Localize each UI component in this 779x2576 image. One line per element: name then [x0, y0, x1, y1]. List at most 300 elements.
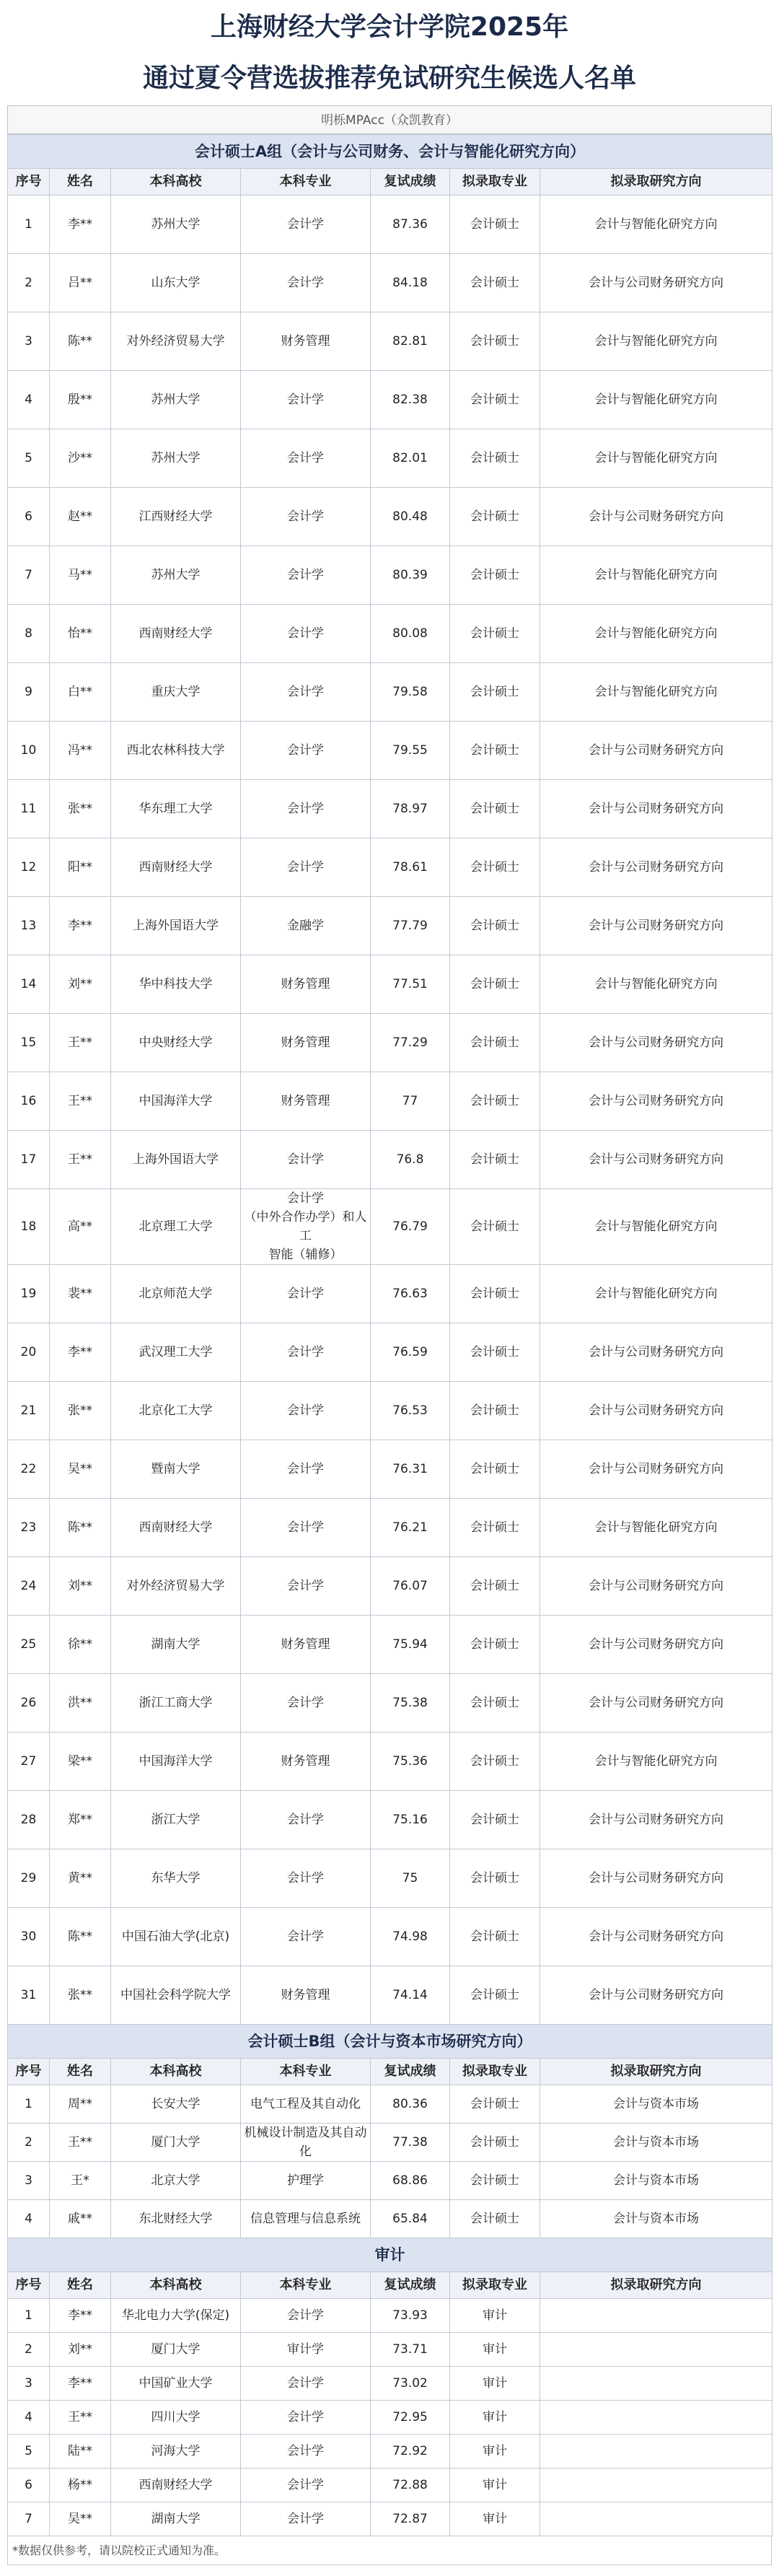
cell-name: 李** [50, 1323, 111, 1382]
cell-program: 审计 [450, 2401, 540, 2435]
cell-direction: 会计与公司财务研究方向 [540, 722, 773, 780]
cell-index: 13 [8, 897, 50, 955]
cell-program: 会计硕士 [450, 196, 540, 254]
cell-program: 审计 [450, 2468, 540, 2502]
cell-major: 会计学 [241, 2468, 371, 2502]
table-row [8, 2435, 773, 2468]
cell-name: 裴** [50, 1265, 111, 1323]
table-row [8, 2299, 773, 2333]
table-row [8, 2162, 773, 2200]
cell-school: 中国社会科学院大学 [111, 1966, 241, 2025]
table-row [8, 1674, 773, 1732]
cell-name: 李** [50, 196, 111, 254]
cell-school: 苏州大学 [111, 546, 241, 605]
cell-name: 郑** [50, 1791, 111, 1849]
cell-score: 78.61 [371, 838, 450, 897]
cell-school: 中央财经大学 [111, 1014, 241, 1072]
cell-name: 洪** [50, 1674, 111, 1732]
cell-index: 7 [8, 2502, 50, 2536]
cell-direction [540, 2468, 773, 2502]
cell-school: 湖南大学 [111, 2502, 241, 2536]
table-row [8, 2085, 773, 2124]
cell-program: 会计硕士 [450, 1849, 540, 1908]
cell-direction: 会计与公司财务研究方向 [540, 1849, 773, 1908]
table-row [8, 429, 773, 488]
cell-name: 徐** [50, 1616, 111, 1674]
cell-major: 会计学 [241, 488, 371, 546]
table-row [8, 663, 773, 722]
cell-major: 会计学 [241, 722, 371, 780]
table-row [8, 196, 773, 254]
table-row [8, 2468, 773, 2502]
cell-score: 75.16 [371, 1791, 450, 1849]
cell-index: 27 [8, 1732, 50, 1791]
table-row [8, 838, 773, 897]
cell-index: 5 [8, 429, 50, 488]
cell-program: 会计硕士 [450, 429, 540, 488]
cell-index: 28 [8, 1791, 50, 1849]
cell-score: 78.97 [371, 780, 450, 838]
cell-index: 25 [8, 1616, 50, 1674]
cell-major: 机械设计制造及其自动化 [241, 2124, 371, 2162]
table-row [8, 254, 773, 312]
cell-name: 张** [50, 780, 111, 838]
cell-direction: 会计与资本市场 [540, 2162, 773, 2200]
cell-program: 会计硕士 [450, 780, 540, 838]
cell-major: 会计学 [241, 2367, 371, 2401]
cell-major: 会计学 [241, 1265, 371, 1323]
column-header: 本科专业 [241, 2059, 371, 2085]
column-header: 序号 [8, 169, 50, 196]
table-row [8, 2333, 773, 2367]
cell-school: 华北电力大学(保定) [111, 2299, 241, 2333]
cell-school: 浙江大学 [111, 1791, 241, 1849]
cell-major: 会计学 [241, 1323, 371, 1382]
table-row [8, 1323, 773, 1382]
cell-school: 东华大学 [111, 1849, 241, 1908]
cell-name: 李** [50, 2367, 111, 2401]
section-title: 会计硕士B组（会计与资本市场研究方向） [8, 2025, 773, 2059]
cell-score: 65.84 [371, 2200, 450, 2238]
cell-direction: 会计与公司财务研究方向 [540, 1131, 773, 1189]
table-row [8, 1966, 773, 2025]
cell-major: 会计学 [241, 2401, 371, 2435]
cell-index: 4 [8, 2200, 50, 2238]
cell-direction: 会计与智能化研究方向 [540, 429, 773, 488]
cell-major: 会计学 [241, 663, 371, 722]
cell-major: 电气工程及其自动化 [241, 2085, 371, 2124]
cell-school: 北京化工大学 [111, 1382, 241, 1440]
table-row [8, 371, 773, 429]
cell-name: 张** [50, 1966, 111, 2025]
cell-name: 张** [50, 1382, 111, 1440]
cell-index: 10 [8, 722, 50, 780]
cell-school: 苏州大学 [111, 196, 241, 254]
cell-major: 财务管理 [241, 1616, 371, 1674]
table-row [8, 1616, 773, 1674]
table-row [8, 1440, 773, 1499]
cell-school: 北京理工大学 [111, 1189, 241, 1265]
section-title: 会计硕士A组（会计与公司财务、会计与智能化研究方向） [8, 135, 773, 169]
cell-index: 9 [8, 663, 50, 722]
table-row [8, 1849, 773, 1908]
cell-major: 财务管理 [241, 1732, 371, 1791]
cell-direction: 会计与智能化研究方向 [540, 1189, 773, 1265]
table-row [8, 1265, 773, 1323]
cell-index: 8 [8, 605, 50, 663]
column-header: 序号 [8, 2272, 50, 2299]
cell-school: 西北农林科技大学 [111, 722, 241, 780]
cell-score: 82.38 [371, 371, 450, 429]
table-row [8, 1072, 773, 1131]
cell-major: 财务管理 [241, 1014, 371, 1072]
column-header: 本科高校 [111, 2272, 241, 2299]
column-header: 拟录取研究方向 [540, 169, 773, 196]
cell-program: 会计硕士 [450, 663, 540, 722]
cell-program: 审计 [450, 2333, 540, 2367]
cell-direction: 会计与公司财务研究方向 [540, 780, 773, 838]
cell-program: 会计硕士 [450, 722, 540, 780]
cell-direction: 会计与公司财务研究方向 [540, 838, 773, 897]
cell-score: 72.88 [371, 2468, 450, 2502]
cell-name: 杨** [50, 2468, 111, 2502]
cell-score: 80.39 [371, 546, 450, 605]
cell-index: 4 [8, 371, 50, 429]
cell-major: 信息管理与信息系统 [241, 2200, 371, 2238]
cell-program: 会计硕士 [450, 1966, 540, 2025]
cell-school: 苏州大学 [111, 371, 241, 429]
cell-direction [540, 2367, 773, 2401]
table-row [8, 546, 773, 605]
source-label: 明栎MPAcc（众凯教育） [7, 105, 772, 134]
cell-school: 重庆大学 [111, 663, 241, 722]
cell-score: 74.98 [371, 1908, 450, 1966]
cell-score: 77.29 [371, 1014, 450, 1072]
cell-index: 1 [8, 2085, 50, 2124]
cell-score: 76.21 [371, 1499, 450, 1557]
cell-index: 14 [8, 955, 50, 1014]
cell-score: 72.87 [371, 2502, 450, 2536]
table-row [8, 1131, 773, 1189]
cell-name: 陈** [50, 1908, 111, 1966]
table-row [8, 2367, 773, 2401]
cell-index: 21 [8, 1382, 50, 1440]
column-header: 拟录取研究方向 [540, 2272, 773, 2299]
cell-score: 79.58 [371, 663, 450, 722]
cell-direction: 会计与资本市场 [540, 2085, 773, 2124]
cell-program: 会计硕士 [450, 605, 540, 663]
cell-major: 财务管理 [241, 1072, 371, 1131]
cell-score: 77 [371, 1072, 450, 1131]
cell-major: 会计学 [241, 1382, 371, 1440]
cell-direction [540, 2502, 773, 2536]
cell-major: 会计学 [241, 1908, 371, 1966]
cell-score: 73.93 [371, 2299, 450, 2333]
cell-program: 会计硕士 [450, 1265, 540, 1323]
cell-name: 王** [50, 2124, 111, 2162]
cell-program: 会计硕士 [450, 2085, 540, 2124]
cell-score: 73.71 [371, 2333, 450, 2367]
table-row [8, 1557, 773, 1616]
cell-score: 72.92 [371, 2435, 450, 2468]
cell-program: 会计硕士 [450, 488, 540, 546]
cell-name: 怡** [50, 605, 111, 663]
cell-program: 会计硕士 [450, 254, 540, 312]
cell-school: 暨南大学 [111, 1440, 241, 1499]
cell-direction: 会计与公司财务研究方向 [540, 1557, 773, 1616]
cell-index: 15 [8, 1014, 50, 1072]
cell-school: 浙江工商大学 [111, 1674, 241, 1732]
column-header: 本科高校 [111, 2059, 241, 2085]
cell-index: 11 [8, 780, 50, 838]
cell-school: 西南财经大学 [111, 2468, 241, 2502]
cell-direction: 会计与公司财务研究方向 [540, 254, 773, 312]
cell-direction: 会计与公司财务研究方向 [540, 1440, 773, 1499]
cell-major: 会计学 [241, 546, 371, 605]
cell-name: 陆** [50, 2435, 111, 2468]
cell-direction: 会计与公司财务研究方向 [540, 1791, 773, 1849]
cell-program: 会计硕士 [450, 1440, 540, 1499]
cell-name: 陈** [50, 312, 111, 371]
table-row [8, 2401, 773, 2435]
cell-name: 梁** [50, 1732, 111, 1791]
cell-index: 20 [8, 1323, 50, 1382]
cell-major: 会计学 [241, 780, 371, 838]
cell-school: 西南财经大学 [111, 1499, 241, 1557]
cell-direction: 会计与智能化研究方向 [540, 371, 773, 429]
cell-index: 30 [8, 1908, 50, 1966]
cell-index: 3 [8, 2162, 50, 2200]
column-header: 本科专业 [241, 169, 371, 196]
cell-direction [540, 2299, 773, 2333]
cell-index: 2 [8, 2124, 50, 2162]
table-row [8, 1499, 773, 1557]
cell-major: 审计学 [241, 2333, 371, 2367]
cell-name: 王** [50, 1131, 111, 1189]
column-header: 序号 [8, 2059, 50, 2085]
cell-score: 76.31 [371, 1440, 450, 1499]
cell-name: 殷** [50, 371, 111, 429]
cell-school: 武汉理工大学 [111, 1323, 241, 1382]
cell-name: 周** [50, 2085, 111, 2124]
cell-direction: 会计与公司财务研究方向 [540, 1323, 773, 1382]
cell-major: 会计学 [241, 1791, 371, 1849]
cell-program: 会计硕士 [450, 2162, 540, 2200]
section-header [8, 2025, 773, 2059]
cell-direction: 会计与智能化研究方向 [540, 1499, 773, 1557]
cell-direction: 会计与智能化研究方向 [540, 196, 773, 254]
cell-score: 76.79 [371, 1189, 450, 1265]
table-row [8, 1791, 773, 1849]
cell-school: 西南财经大学 [111, 838, 241, 897]
cell-score: 84.18 [371, 254, 450, 312]
cell-score: 82.81 [371, 312, 450, 371]
cell-school: 中国石油大学(北京) [111, 1908, 241, 1966]
column-header: 拟录取专业 [450, 169, 540, 196]
cell-major: 财务管理 [241, 955, 371, 1014]
column-header: 本科专业 [241, 2272, 371, 2299]
cell-direction: 会计与公司财务研究方向 [540, 1966, 773, 2025]
cell-major: 会计学 [241, 1674, 371, 1732]
cell-index: 2 [8, 254, 50, 312]
cell-direction: 会计与公司财务研究方向 [540, 1616, 773, 1674]
cell-index: 6 [8, 2468, 50, 2502]
table-row [8, 1382, 773, 1440]
cell-score: 72.95 [371, 2401, 450, 2435]
cell-program: 会计硕士 [450, 371, 540, 429]
cell-index: 17 [8, 1131, 50, 1189]
column-header: 姓名 [50, 2272, 111, 2299]
table-row [8, 780, 773, 838]
cell-program: 会计硕士 [450, 1131, 540, 1189]
cell-program: 会计硕士 [450, 1791, 540, 1849]
section-header [8, 135, 773, 169]
table-row [8, 722, 773, 780]
section-header [8, 2238, 773, 2272]
cell-school: 北京大学 [111, 2162, 241, 2200]
cell-major: 财务管理 [241, 1966, 371, 2025]
cell-direction: 会计与公司财务研究方向 [540, 1014, 773, 1072]
cell-index: 3 [8, 2367, 50, 2401]
column-header-row [8, 169, 773, 196]
cell-direction: 会计与智能化研究方向 [540, 1732, 773, 1791]
cell-score: 77.79 [371, 897, 450, 955]
cell-school: 山东大学 [111, 254, 241, 312]
cell-direction [540, 2435, 773, 2468]
cell-school: 苏州大学 [111, 429, 241, 488]
page-subtitle: 通过夏令营选拔推荐免试研究生候选人名单 [142, 63, 636, 93]
cell-major: 会计学 [241, 1131, 371, 1189]
cell-score: 75.38 [371, 1674, 450, 1732]
cell-direction: 会计与智能化研究方向 [540, 663, 773, 722]
cell-school: 长安大学 [111, 2085, 241, 2124]
cell-direction: 会计与公司财务研究方向 [540, 488, 773, 546]
cell-direction [540, 2401, 773, 2435]
cell-name: 李** [50, 897, 111, 955]
cell-index: 3 [8, 312, 50, 371]
cell-school: 江西财经大学 [111, 488, 241, 546]
page-title: 上海财经大学会计学院2025年 [210, 12, 569, 42]
cell-major: 会计学 [241, 2502, 371, 2536]
cell-school: 对外经济贸易大学 [111, 312, 241, 371]
cell-program: 会计硕士 [450, 1189, 540, 1265]
cell-score: 87.36 [371, 196, 450, 254]
cell-score: 80.48 [371, 488, 450, 546]
cell-major: 会计学 [241, 371, 371, 429]
cell-score: 79.55 [371, 722, 450, 780]
cell-score: 80.36 [371, 2085, 450, 2124]
admission-list-sheet [7, 0, 772, 2576]
cell-index: 29 [8, 1849, 50, 1908]
cell-name: 吴** [50, 1440, 111, 1499]
cell-major: 会计学 [241, 2435, 371, 2468]
cell-name: 戚** [50, 2200, 111, 2238]
cell-program: 会计硕士 [450, 838, 540, 897]
cell-school: 中国海洋大学 [111, 1732, 241, 1791]
table-row [8, 2200, 773, 2238]
cell-name: 刘** [50, 955, 111, 1014]
cell-index: 22 [8, 1440, 50, 1499]
column-header: 复试成绩 [371, 169, 450, 196]
cell-score: 76.63 [371, 1265, 450, 1323]
cell-name: 刘** [50, 2333, 111, 2367]
cell-score: 68.86 [371, 2162, 450, 2200]
cell-name: 黄** [50, 1849, 111, 1908]
cell-score: 76.59 [371, 1323, 450, 1382]
cell-name: 沙** [50, 429, 111, 488]
cell-index: 1 [8, 196, 50, 254]
cell-name: 王* [50, 2162, 111, 2200]
cell-program: 会计硕士 [450, 1732, 540, 1791]
cell-school: 对外经济贸易大学 [111, 1557, 241, 1616]
cell-school: 中国海洋大学 [111, 1072, 241, 1131]
cell-major: 会计学 [241, 429, 371, 488]
cell-school: 四川大学 [111, 2401, 241, 2435]
cell-direction: 会计与公司财务研究方向 [540, 1072, 773, 1131]
cell-direction: 会计与资本市场 [540, 2124, 773, 2162]
cell-direction: 会计与智能化研究方向 [540, 955, 773, 1014]
cell-score: 75 [371, 1849, 450, 1908]
cell-program: 审计 [450, 2299, 540, 2333]
cell-major: 会计学 [241, 1440, 371, 1499]
table-row [8, 897, 773, 955]
cell-score: 77.38 [371, 2124, 450, 2162]
cell-school: 北京师范大学 [111, 1265, 241, 1323]
cell-index: 6 [8, 488, 50, 546]
cell-major: 会计学 [241, 1557, 371, 1616]
cell-name: 白** [50, 663, 111, 722]
cell-program: 会计硕士 [450, 2124, 540, 2162]
cell-major: 护理学 [241, 2162, 371, 2200]
cell-direction: 会计与公司财务研究方向 [540, 1908, 773, 1966]
cell-school: 华中科技大学 [111, 955, 241, 1014]
column-header: 本科高校 [111, 169, 241, 196]
cell-score: 74.14 [371, 1966, 450, 2025]
cell-major: 会计学 （中外合作办学）和人工 智能（辅修） [241, 1189, 371, 1265]
cell-program: 审计 [450, 2502, 540, 2536]
cell-major: 金融学 [241, 897, 371, 955]
cell-score: 73.02 [371, 2367, 450, 2401]
cell-school: 中国矿业大学 [111, 2367, 241, 2401]
cell-score: 76.07 [371, 1557, 450, 1616]
footnote: *数据仅供参考，请以院校正式通知为准。 [7, 2536, 772, 2565]
cell-program: 会计硕士 [450, 546, 540, 605]
table-row [8, 1189, 773, 1265]
cell-school: 河海大学 [111, 2435, 241, 2468]
cell-school: 上海外国语大学 [111, 897, 241, 955]
cell-index: 23 [8, 1499, 50, 1557]
cell-direction: 会计与公司财务研究方向 [540, 1382, 773, 1440]
cell-index: 5 [8, 2435, 50, 2468]
cell-score: 75.94 [371, 1616, 450, 1674]
cell-index: 7 [8, 546, 50, 605]
column-header: 复试成绩 [371, 2059, 450, 2085]
cell-index: 1 [8, 2299, 50, 2333]
cell-name: 马** [50, 546, 111, 605]
column-header: 姓名 [50, 2059, 111, 2085]
column-header: 拟录取专业 [450, 2059, 540, 2085]
table-row [8, 955, 773, 1014]
cell-major: 财务管理 [241, 312, 371, 371]
cell-direction: 会计与公司财务研究方向 [540, 897, 773, 955]
cell-index: 26 [8, 1674, 50, 1732]
cell-name: 王** [50, 1072, 111, 1131]
cell-index: 18 [8, 1189, 50, 1265]
table-row [8, 1908, 773, 1966]
cell-direction: 会计与智能化研究方向 [540, 312, 773, 371]
cell-major: 会计学 [241, 605, 371, 663]
cell-program: 审计 [450, 2367, 540, 2401]
